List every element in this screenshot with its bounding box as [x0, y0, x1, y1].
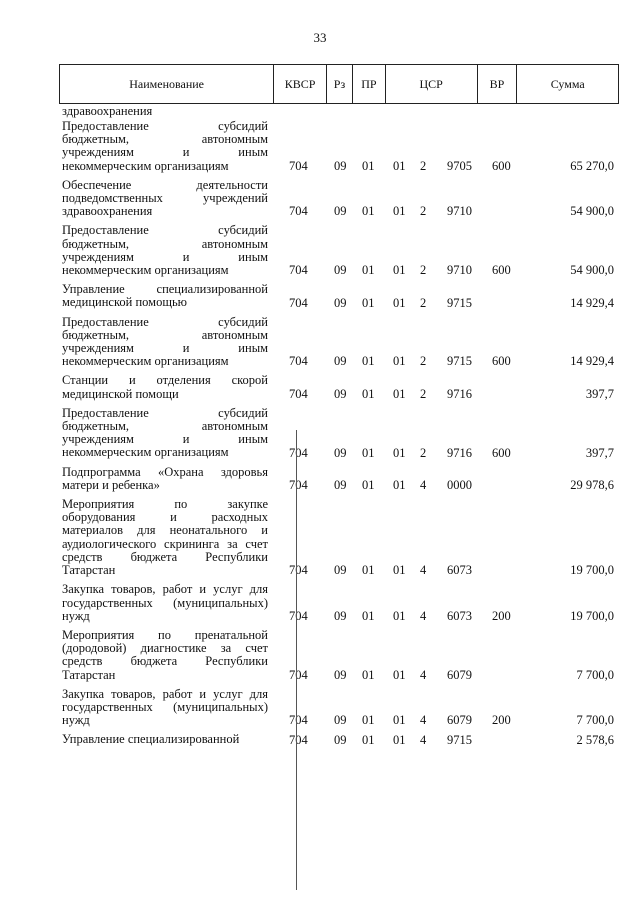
row-values — [0, 446, 640, 460]
cell-kvsr: 704 — [289, 263, 308, 278]
cell-csr-1: 01 — [393, 158, 406, 173]
cell-csr-3: 9716 — [447, 386, 472, 401]
row-name-line: Предоставление субсидий — [62, 119, 268, 133]
row-values — [0, 296, 640, 310]
table-row — [0, 583, 640, 623]
row-name-line: учреждениям и иным — [62, 249, 268, 264]
row-name-line: Мероприятия по закупке — [62, 497, 268, 512]
row-name-line: некоммерческим организациям — [62, 158, 229, 173]
cell-sum: 65 270,0 — [570, 158, 614, 173]
cell-kvsr: 704 — [289, 667, 308, 682]
row-values — [0, 563, 640, 577]
row-name-line: некоммерческим организациям — [62, 445, 229, 460]
cell-pr: 01 — [362, 354, 375, 369]
row-name-line: бюджетным, автономным — [62, 236, 268, 251]
cell-csr-3: 9710 — [447, 263, 472, 278]
header-csr: ЦСР — [386, 65, 478, 103]
cell-csr-2: 4 — [420, 667, 427, 682]
table-row — [0, 629, 640, 682]
cell-kvsr: 704 — [289, 204, 308, 219]
cell-kvsr: 704 — [289, 354, 308, 369]
row-name-line: средств бюджета Республики — [62, 549, 268, 564]
cell-csr-1: 01 — [393, 608, 406, 623]
row-values — [0, 387, 640, 401]
row-name-line: медицинской помощью — [62, 295, 187, 310]
cell-csr-2: 2 — [420, 354, 427, 369]
row-name-line: государственных (муниципальных) — [62, 595, 268, 610]
row-name-line: медицинской помощи — [62, 386, 179, 401]
cell-vr: 200 — [492, 713, 511, 728]
cell-pr: 01 — [362, 386, 375, 401]
continuation-text: здравоохранения — [62, 104, 153, 118]
cell-pr: 01 — [362, 158, 375, 173]
cell-csr-2: 4 — [420, 563, 427, 578]
cell-sum: 54 900,0 — [570, 263, 614, 278]
cell-csr-1: 01 — [393, 713, 406, 728]
cell-rz: 09 — [334, 354, 347, 369]
cell-pr: 01 — [362, 608, 375, 623]
table-row — [0, 120, 640, 173]
cell-csr-2: 2 — [420, 445, 427, 460]
row-name-line: Предоставление субсидий — [62, 314, 268, 329]
cell-vr: 200 — [492, 608, 511, 623]
cell-pr: 01 — [362, 295, 375, 310]
row-name-line: Предоставление субсидий — [62, 405, 268, 420]
cell-sum: 29 978,6 — [570, 478, 614, 493]
row-name-line: Обеспечение деятельности — [62, 177, 268, 192]
cell-csr-3: 6073 — [447, 608, 472, 623]
row-name-line: Закупка товаров, работ и услуг для — [62, 582, 268, 597]
row-name-line: бюджетным, автономным — [62, 419, 268, 434]
cell-kvsr: 704 — [289, 713, 308, 728]
cell-rz: 09 — [334, 608, 347, 623]
table-row — [0, 179, 640, 219]
cell-csr-1: 01 — [393, 563, 406, 578]
row-name-line: материалов для неонатального и — [62, 523, 268, 538]
cell-kvsr: 704 — [289, 732, 308, 747]
table-row — [0, 688, 640, 728]
cell-pr: 01 — [362, 713, 375, 728]
table-body — [0, 120, 640, 753]
row-name-line: Мероприятия по пренатальной — [62, 627, 268, 642]
cell-rz: 09 — [334, 295, 347, 310]
table-row — [0, 733, 640, 746]
cell-rz: 09 — [334, 158, 347, 173]
row-name-line: учреждениям и иным — [62, 341, 268, 356]
cell-csr-3: 9715 — [447, 732, 472, 747]
cell-csr-2: 4 — [420, 732, 427, 747]
cell-pr: 01 — [362, 263, 375, 278]
row-name-line: бюджетным, автономным — [62, 132, 268, 147]
table-row — [0, 407, 640, 460]
row-name-line: средств бюджета Республики — [62, 654, 268, 669]
cell-vr: 600 — [492, 158, 511, 173]
cell-vr: 600 — [492, 263, 511, 278]
cell-csr-2: 2 — [420, 158, 427, 173]
cell-csr-1: 01 — [393, 204, 406, 219]
header-vr: ВР — [478, 65, 518, 103]
cell-csr-2: 2 — [420, 263, 427, 278]
cell-rz: 09 — [334, 204, 347, 219]
cell-kvsr: 704 — [289, 158, 308, 173]
row-name-line: Татарстан — [62, 563, 116, 578]
cell-csr-3: 0000 — [447, 478, 472, 493]
header-name: Наименование — [60, 65, 274, 103]
row-name-line: государственных (муниципальных) — [62, 699, 268, 714]
row-name-line: Предоставление субсидий — [62, 223, 268, 238]
row-name-line: учреждениям и иным — [62, 432, 268, 447]
cell-csr-1: 01 — [393, 354, 406, 369]
cell-rz: 09 — [334, 713, 347, 728]
cell-rz: 09 — [334, 478, 347, 493]
cell-csr-3: 6079 — [447, 713, 472, 728]
cell-rz: 09 — [334, 263, 347, 278]
cell-csr-3: 6073 — [447, 563, 472, 578]
cell-csr-1: 01 — [393, 445, 406, 460]
cell-pr: 01 — [362, 732, 375, 747]
row-name-line: здравоохранения — [62, 204, 153, 219]
row-values — [0, 478, 640, 492]
cell-kvsr: 704 — [289, 608, 308, 623]
table-row — [0, 374, 640, 400]
row-name-line: нужд — [62, 608, 90, 623]
cell-sum: 19 700,0 — [570, 608, 614, 623]
cell-sum: 7 700,0 — [576, 713, 614, 728]
cell-csr-3: 9716 — [447, 445, 472, 460]
cell-csr-3: 6079 — [447, 667, 472, 682]
row-name-line: подведомственных учреждений — [62, 191, 268, 206]
cell-csr-1: 01 — [393, 263, 406, 278]
row-values — [0, 733, 640, 747]
row-name-line: матери и ребенка» — [62, 477, 160, 492]
cell-pr: 01 — [362, 204, 375, 219]
row-values — [0, 609, 640, 623]
cell-csr-3: 9715 — [447, 354, 472, 369]
cell-rz: 09 — [334, 445, 347, 460]
cell-csr-2: 2 — [420, 386, 427, 401]
cell-kvsr: 704 — [289, 386, 308, 401]
row-name-line: учреждениям и иным — [62, 145, 268, 160]
cell-csr-2: 4 — [420, 478, 427, 493]
cell-kvsr: 704 — [289, 295, 308, 310]
cell-rz: 09 — [334, 563, 347, 578]
cell-sum: 397,7 — [585, 445, 614, 460]
cell-vr: 600 — [492, 445, 511, 460]
cell-kvsr: 704 — [289, 445, 308, 460]
row-name-line: Станции и отделения скорой — [62, 373, 268, 388]
row-values — [0, 204, 640, 218]
cell-sum: 2 578,6 — [576, 732, 614, 747]
cell-sum: 397,7 — [585, 386, 614, 401]
cell-rz: 09 — [334, 386, 347, 401]
header-rz: Рз — [327, 65, 353, 103]
cell-csr-2: 2 — [420, 295, 427, 310]
cell-csr-1: 01 — [393, 295, 406, 310]
cell-csr-2: 2 — [420, 204, 427, 219]
row-name-line: нужд — [62, 713, 90, 728]
cell-vr: 600 — [492, 354, 511, 369]
table-header — [59, 64, 619, 104]
header-sum: Сумма — [550, 76, 585, 91]
table-row — [0, 316, 640, 369]
cell-pr: 01 — [362, 445, 375, 460]
cell-csr-3: 9710 — [447, 204, 472, 219]
cell-sum: 14 929,4 — [570, 295, 614, 310]
cell-csr-2: 4 — [420, 608, 427, 623]
row-name-line: некоммерческим организациям — [62, 354, 229, 369]
vertical-rule — [296, 430, 297, 890]
cell-csr-1: 01 — [393, 732, 406, 747]
cell-pr: 01 — [362, 667, 375, 682]
row-values — [0, 668, 640, 682]
cell-sum: 54 900,0 — [570, 204, 614, 219]
row-name-line: бюджетным, автономным — [62, 327, 268, 342]
cell-pr: 01 — [362, 478, 375, 493]
table-row — [0, 224, 640, 277]
cell-csr-1: 01 — [393, 386, 406, 401]
cell-kvsr: 704 — [289, 478, 308, 493]
cell-sum: 14 929,4 — [570, 354, 614, 369]
cell-csr-2: 4 — [420, 713, 427, 728]
row-values — [0, 354, 640, 368]
cell-sum: 19 700,0 — [570, 563, 614, 578]
table-row — [0, 466, 640, 492]
header-pr: ПР — [353, 65, 386, 103]
cell-csr-3: 9715 — [447, 295, 472, 310]
table-row — [0, 498, 640, 577]
cell-csr-1: 01 — [393, 667, 406, 682]
header-kvsr: КВСР — [274, 65, 327, 103]
cell-csr-1: 01 — [393, 478, 406, 493]
row-name-line: Татарстан — [62, 667, 116, 682]
row-name-line: Закупка товаров, работ и услуг для — [62, 686, 268, 701]
page-number: 33 — [313, 30, 327, 45]
cell-sum: 7 700,0 — [576, 667, 614, 682]
row-values — [0, 263, 640, 277]
cell-rz: 09 — [334, 667, 347, 682]
row-name-line: (дородовой) диагностике за счет — [62, 641, 268, 656]
row-name-line: оборудования и расходных — [62, 510, 268, 525]
row-name-line: Управление специализированной — [62, 732, 240, 747]
row-name-line: Управление специализированной — [62, 282, 268, 297]
row-name-line: Подпрограмма «Охрана здоровья — [62, 464, 268, 479]
row-name-line: некоммерческим организациям — [62, 263, 229, 278]
row-values — [0, 159, 640, 173]
cell-csr-3: 9705 — [447, 158, 472, 173]
row-name-line: аудиологического скрининга за счет — [62, 536, 268, 551]
cell-rz: 09 — [334, 732, 347, 747]
cell-pr: 01 — [362, 563, 375, 578]
cell-kvsr: 704 — [289, 563, 308, 578]
table-row — [0, 283, 640, 309]
row-values — [0, 713, 640, 727]
